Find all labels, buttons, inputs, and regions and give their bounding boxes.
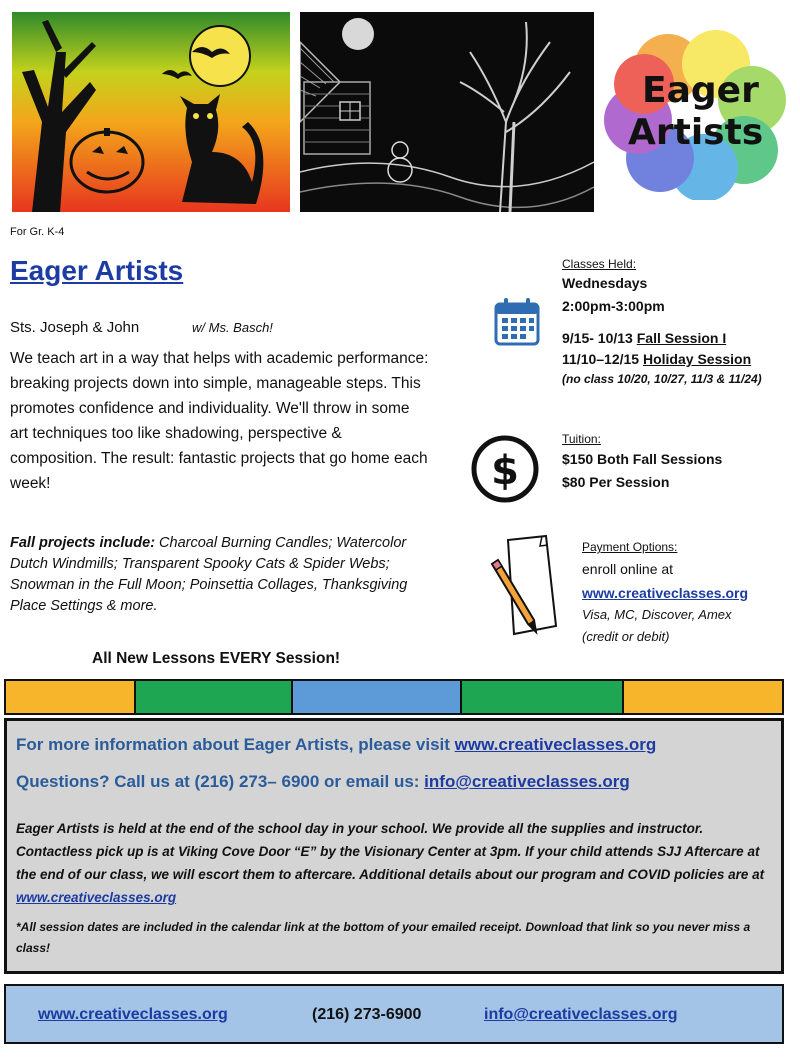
payment-card-type: (credit or debit) [582, 629, 670, 644]
page-title: Eager Artists [10, 255, 184, 286]
school-name: Sts. Joseph & John [10, 319, 140, 336]
fall-projects-label: Fall projects include: [10, 535, 156, 551]
info-website-text: For more information about Eager Artists, please visit [16, 735, 455, 754]
fall-projects [10, 533, 442, 617]
class-time: 2:00pm-3:00pm [562, 298, 665, 314]
night-scene-artwork [300, 12, 594, 212]
stripe-segment [136, 681, 293, 713]
stripe-segment [6, 681, 136, 713]
pencil-paper-icon [484, 534, 562, 638]
no-class-dates: (no class 10/20, 10/27, 11/3 & 11/24) [562, 372, 762, 386]
payment-website-link[interactable]: www.creativeclasses.org [582, 585, 749, 601]
info-paragraph [16, 817, 776, 909]
info-website-link[interactable]: www.creativeclasses.org [454, 735, 657, 754]
payment-cards: Visa, MC, Discover, Amex [582, 607, 732, 622]
footer-bar [4, 984, 784, 1044]
info-line-contact [16, 772, 630, 792]
session-2-name: Holiday Session [642, 351, 752, 367]
info-calendar-note: *All session dates are included in the calendar link at the bottom of your emailed receipt. Download that link so you never miss a class! [16, 920, 751, 955]
session-1-dates: 9/15- 10/13 [562, 330, 637, 346]
classes-held-label: Classes Held: [562, 257, 637, 271]
stripe-segment [293, 681, 462, 713]
halloween-artwork-image [12, 12, 290, 212]
halloween-artwork [12, 12, 290, 212]
stripe-segment [462, 681, 624, 713]
grade-label: For Gr. K-4 [10, 226, 65, 238]
info-paragraph-link[interactable]: www.creativeclasses.org [16, 890, 177, 905]
color-stripe [4, 679, 784, 715]
night-scene-artwork-image [300, 12, 594, 212]
intro-paragraph: We teach art in a way that helps with academic performance: breaking projects down into simple, manageable steps. This promotes confidence and individuality. We'll throw in some art techniques too like shadowing, perspective & composition. The result: fantastic projects that go home each week! [10, 350, 429, 492]
dollar-icon [470, 434, 540, 504]
calendar-icon [494, 296, 540, 346]
info-line-website [16, 735, 656, 755]
info-paragraph-text: Eager Artists is held at the end of the school day in your school. We provide all the supplies and instructor. Contactless pick up is at Viking Cove Door “E” by the Visionary Center at 3pm. If your child attends SJJ Aftercare at the end of our class, we will escort them to aftercare. Additional details about our program and COVID policies are at [16, 821, 765, 882]
session-2 [562, 348, 751, 370]
svg-text:$: $ [491, 448, 519, 494]
teacher-name: w/ Ms. Basch! [192, 320, 273, 335]
footer-website-link[interactable]: www.creativeclasses.org [38, 1006, 228, 1023]
tuition-both-sessions: $150 Both Fall Sessions [562, 451, 723, 467]
session-2-dates: 11/10–12/15 [562, 351, 643, 367]
stripe-segment [624, 681, 782, 713]
logo-text-line2: Artists [628, 112, 764, 153]
tuition-label: Tuition: [562, 432, 601, 446]
info-email-link[interactable]: info@creativeclasses.org [424, 772, 630, 791]
session-1-name: Fall Session I [636, 330, 727, 346]
payment-options-label: Payment Options: [582, 540, 678, 554]
info-contact-text: Questions? Call us at (216) 273– 6900 or email us: [16, 772, 425, 791]
info-box [4, 718, 784, 974]
new-lessons-banner: All New Lessons EVERY Session! [92, 650, 341, 667]
tuition-per-session: $80 Per Session [562, 474, 670, 490]
footer-phone: (216) 273-6900 [312, 1006, 422, 1023]
eager-artists-logo [604, 28, 790, 200]
class-day: Wednesdays [562, 275, 648, 291]
logo-text-line1: Eager [642, 70, 759, 111]
footer-email-link[interactable]: info@creativeclasses.org [484, 1006, 678, 1023]
fall-projects-text: Charcoal Burning Candles; Watercolor Dutch Windmills; Transparent Spooky Cats & Spider Webs; Snowman in the Full Moon; Poinsettia Collages, Thanksgiving Place Settings & more. [10, 535, 408, 614]
session-1 [562, 327, 726, 349]
payment-enroll-text: enroll online at [582, 561, 674, 577]
